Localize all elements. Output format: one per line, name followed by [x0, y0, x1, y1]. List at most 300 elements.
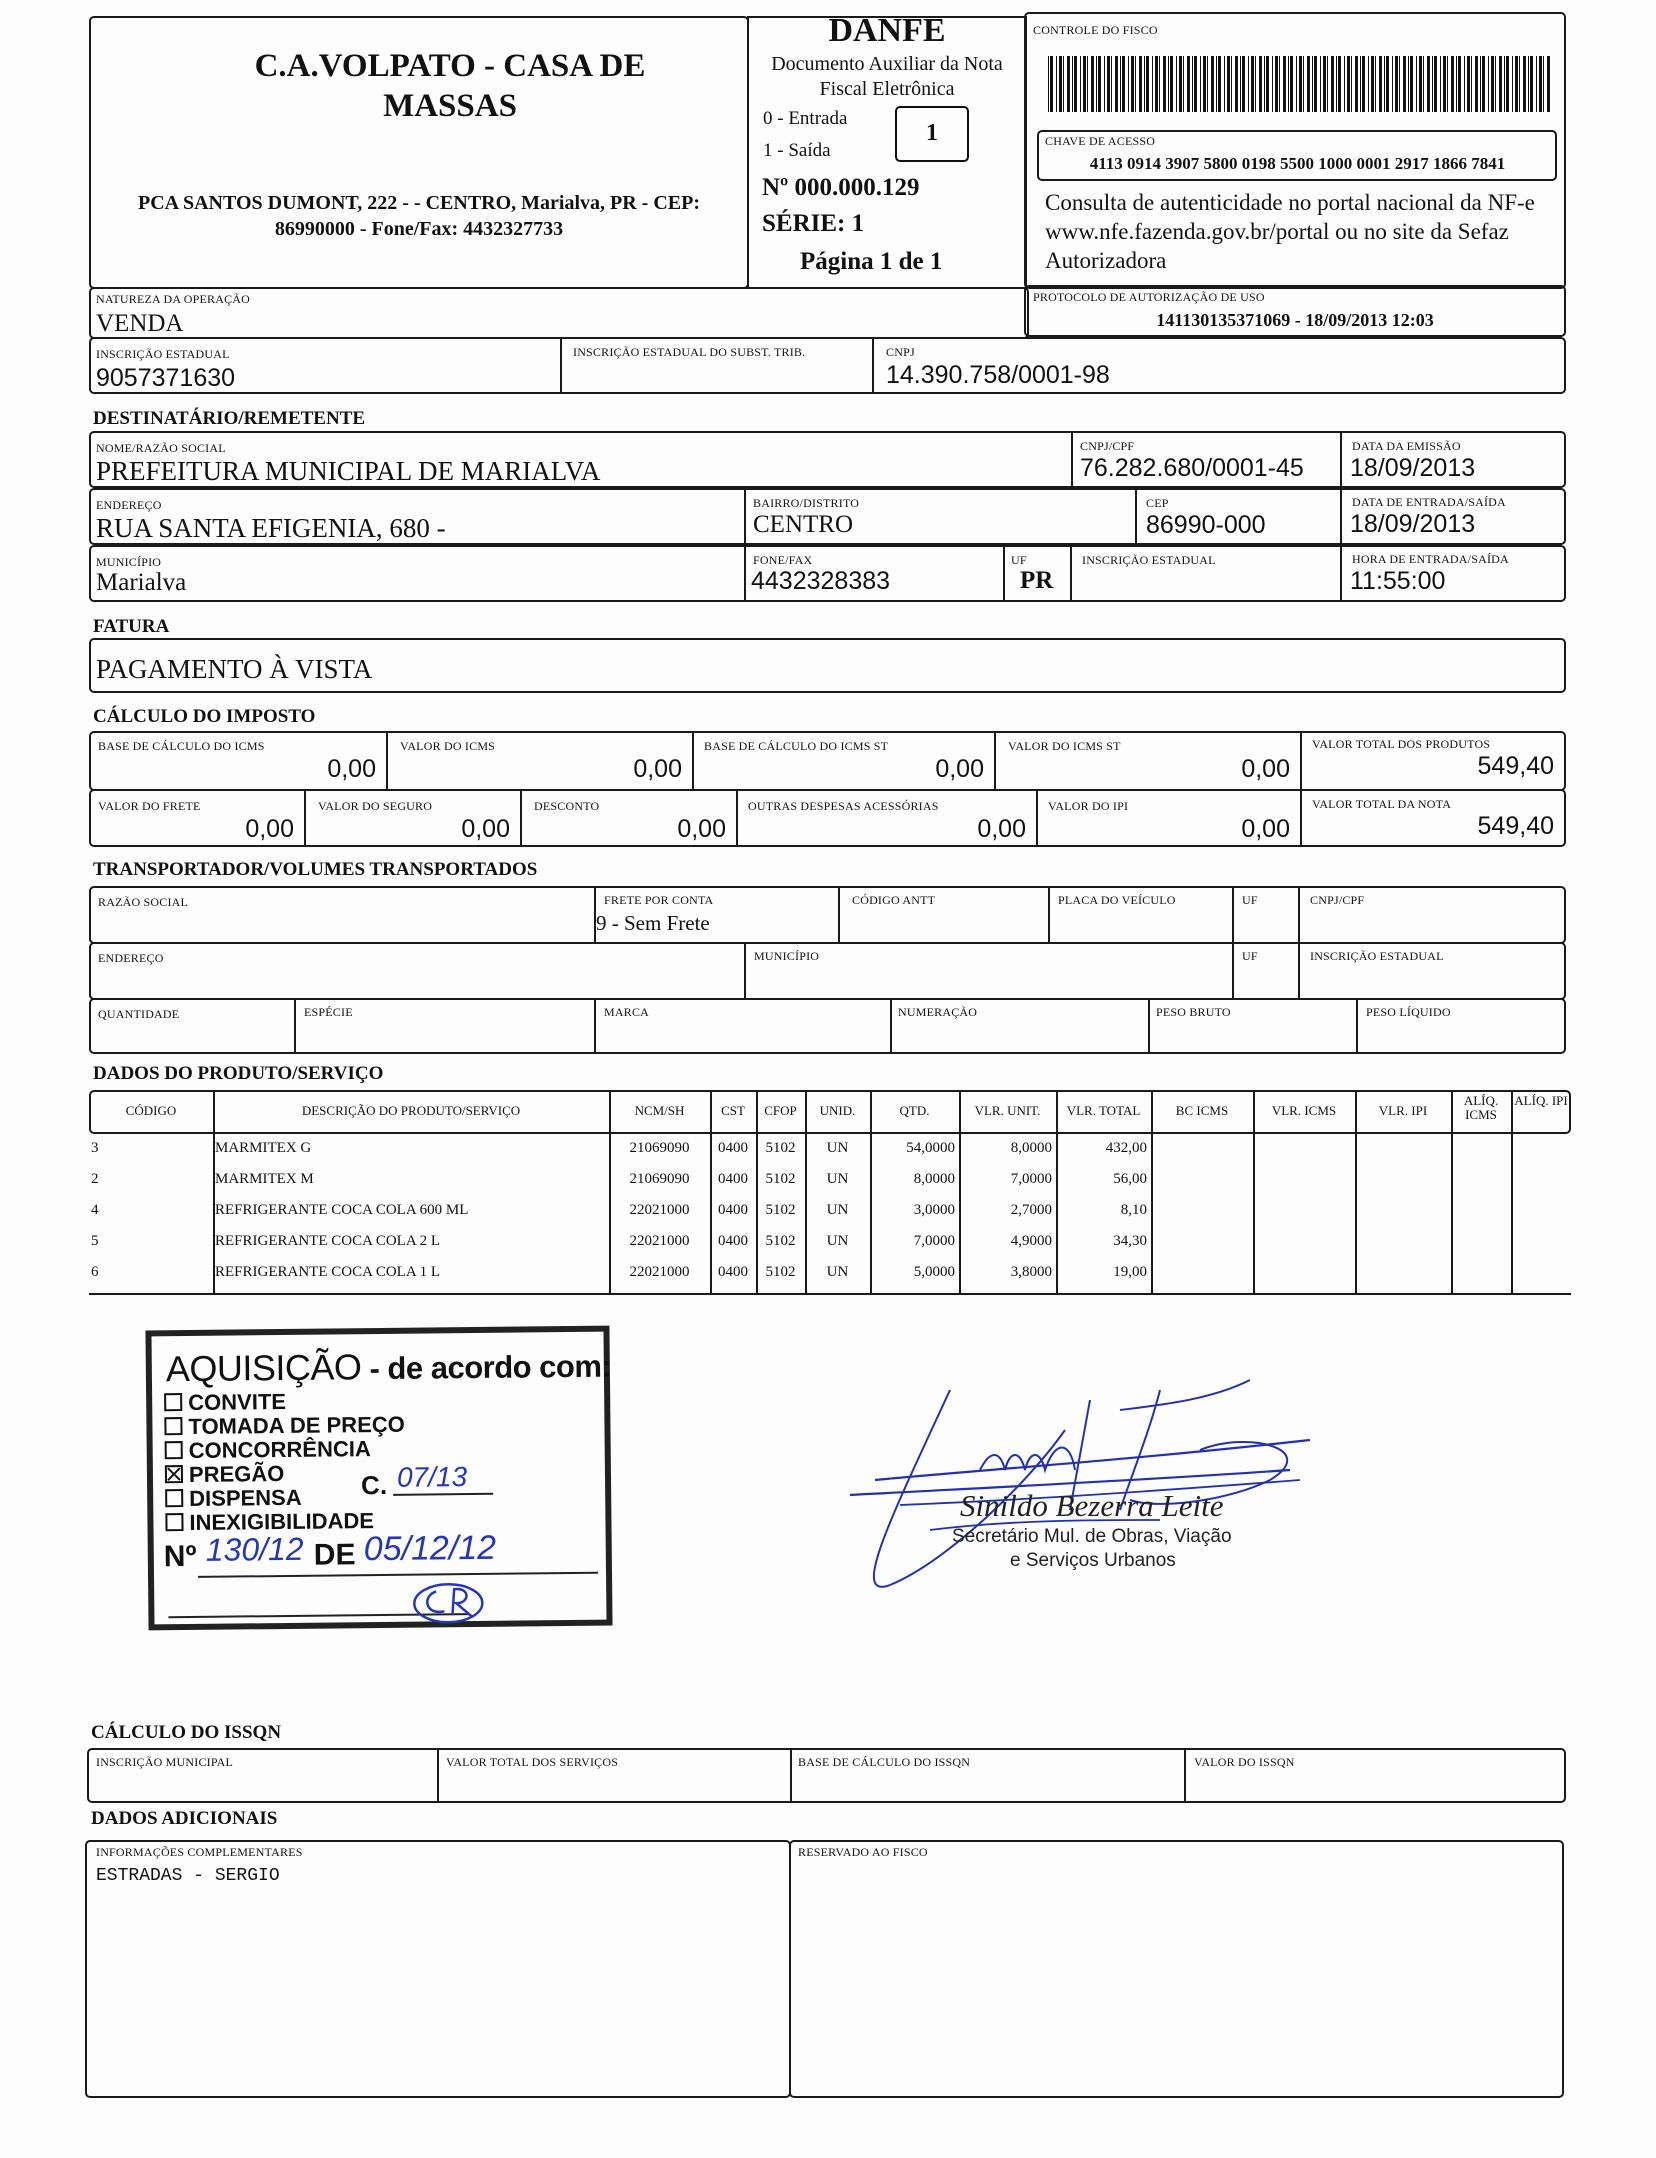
frete: 0,00 [245, 815, 294, 843]
products-table [89, 1090, 1571, 1295]
barcode-bar [1467, 56, 1470, 112]
barcode-bar [1056, 56, 1057, 112]
produtos-section: DADOS DO PRODUTO/SERVIÇO [93, 1063, 384, 1084]
product-cell: 0400 [718, 1202, 748, 1218]
barcode-bar [1251, 56, 1254, 112]
barcode-bar [1083, 56, 1086, 112]
barcode-bar [1163, 56, 1166, 112]
column-header: VLR. TOTAL [1066, 1103, 1141, 1118]
barcode-bar [1314, 56, 1317, 112]
ie-value: 9057371630 [96, 364, 236, 392]
stamp-n-value: 130/12 [205, 1530, 304, 1568]
stamp-item-label: CONCORRÊNCIA [188, 1436, 371, 1463]
transp-antt-label: CÓDIGO ANTT [852, 893, 936, 907]
barcode-bar [1355, 56, 1358, 112]
barcode-bar [1131, 56, 1134, 112]
stamp-checkbox [165, 1465, 183, 1483]
barcode-bar [1320, 56, 1321, 112]
product-cell: 5102 [765, 1140, 796, 1156]
product-cell: REFRIGERANTE COCA COLA 2 L [215, 1233, 441, 1249]
transp-razao-label: RAZÃO SOCIAL [98, 895, 189, 909]
danfe-serie: SÉRIE: 1 [762, 210, 865, 237]
cnpj-label: CNPJ [886, 345, 915, 359]
seguro-label: VALOR DO SEGURO [318, 799, 433, 813]
barcode-bar [1351, 56, 1352, 112]
column-header: CFOP [764, 1103, 797, 1118]
barcode-bar [1272, 56, 1273, 112]
product-cell: 21069090 [629, 1171, 690, 1187]
valor-icms: 0,00 [633, 755, 682, 783]
divider [744, 547, 746, 602]
barcode-bar [1386, 56, 1389, 112]
natureza-label: NATUREZA DA OPERAÇÃO [96, 292, 251, 306]
product-cell: 7,0000 [1010, 1171, 1052, 1187]
divider [1048, 888, 1050, 944]
column-header: UNID. [819, 1103, 856, 1118]
signature-role2: e Serviços Urbanos [1010, 1550, 1176, 1571]
barcode-bar [1139, 56, 1142, 112]
divider [1356, 1000, 1358, 1054]
reservado-box [789, 1840, 1564, 2098]
barcode-bar [1235, 56, 1238, 112]
barcode-bar [1170, 56, 1173, 112]
product-cell: 8,10 [1120, 1202, 1147, 1218]
barcode-bar [1098, 56, 1101, 112]
barcode-bar [1312, 56, 1313, 112]
transp-qtd-label: QUANTIDADE [98, 1007, 180, 1021]
barcode [1048, 56, 1553, 112]
barcode-bar [1231, 56, 1232, 112]
dest-bairro: CENTRO [753, 511, 853, 538]
dest-endereco-label: ENDEREÇO [96, 498, 162, 512]
column-header: VLR. ICMS [1271, 1103, 1337, 1118]
barcode-bar [1194, 56, 1197, 112]
barcode-bar [1299, 56, 1302, 112]
barcode-bar [1344, 56, 1345, 112]
danfe-numero: Nº 000.000.129 [762, 174, 920, 201]
product-cell: 2,7000 [1010, 1202, 1052, 1218]
barcode-bar [1451, 56, 1454, 112]
barcode-bar [1456, 56, 1457, 112]
barcode-bar [1443, 56, 1446, 112]
barcode-bar [1159, 56, 1160, 112]
barcode-bar [1539, 56, 1542, 112]
divider [1340, 490, 1342, 545]
barcode-bar [1368, 56, 1369, 112]
barcode-bar [1410, 56, 1413, 112]
stamp-title [166, 1344, 612, 1391]
dest-emissao-label: DATA DA EMISSÃO [1352, 439, 1461, 453]
barcode-bar [1050, 56, 1053, 112]
ie-row-box [89, 337, 1566, 394]
barcode-bar [1375, 56, 1376, 112]
transp-frete-label: FRETE POR CONTA [604, 893, 714, 907]
barcode-bar [1063, 56, 1064, 112]
product-cell: 19,00 [1113, 1264, 1147, 1280]
barcode-bar [1528, 56, 1529, 112]
barcode-bar [1416, 56, 1417, 112]
barcode-bar [1491, 56, 1494, 112]
desconto-label: DESCONTO [534, 799, 600, 813]
fatura-text: PAGAMENTO À VISTA [96, 654, 373, 684]
issuer-name: C.A.VOLPATO - CASA DE MASSAS [254, 48, 646, 124]
stamp-title-b: - de acordo com: [361, 1348, 612, 1387]
barcode-bar [1074, 56, 1077, 112]
barcode-bar [1440, 56, 1441, 112]
reservado-label: RESERVADO AO FISCO [798, 1845, 928, 1859]
barcode-bar [1331, 56, 1334, 112]
dest-uf: PR [1020, 567, 1054, 594]
barcode-bar [1179, 56, 1182, 112]
issqn-total-label: VALOR TOTAL DOS SERVIÇOS [446, 1755, 619, 1769]
stamp-c-label: C. [360, 1469, 388, 1501]
barcode-bar [1187, 56, 1190, 112]
barcode-bar [1536, 56, 1537, 112]
column-header: ALÍQ. IPI [1514, 1093, 1568, 1108]
stamp-item-label: TOMADA DE PREÇO [188, 1411, 405, 1439]
dest-bairro-label: BAIRRO/DISTRITO [753, 496, 860, 510]
product-cell: MARMITEX G [215, 1140, 312, 1156]
barcode-bar [1290, 56, 1293, 112]
barcode-bar [1080, 56, 1081, 112]
barcode-bar [1067, 56, 1070, 112]
dest-hora-label: HORA DE ENTRADA/SAÍDA [1352, 552, 1509, 566]
product-cell: 8,0000 [913, 1171, 955, 1187]
barcode-bar [1283, 56, 1286, 112]
dest-ie-label: INSCRIÇÃO ESTADUAL [1082, 553, 1216, 567]
divider [386, 733, 388, 791]
divider [437, 1750, 439, 1803]
barcode-bar [1146, 56, 1149, 112]
barcode-bar [1176, 56, 1177, 112]
barcode-bar [1423, 56, 1424, 112]
product-cell: 0400 [718, 1140, 748, 1156]
barcode-bar [1432, 56, 1433, 112]
product-cell: REFRIGERANTE COCA COLA 1 L [215, 1264, 441, 1280]
base-st: 0,00 [935, 755, 984, 783]
column-header: BC ICMS [1175, 1103, 1229, 1118]
product-cell: UN [826, 1202, 849, 1218]
divider [1003, 547, 1005, 602]
divider [744, 490, 746, 545]
barcode-bar [1200, 56, 1201, 112]
transp-municipio-label: MUNICÍPIO [754, 949, 820, 963]
valor-st: 0,00 [1241, 755, 1290, 783]
product-cell: 0400 [718, 1264, 748, 1280]
valor-st-label: VALOR DO ICMS ST [1008, 739, 1121, 753]
stamp-title-a: AQUISIÇÃO [165, 1346, 362, 1390]
barcode-bar [1115, 56, 1118, 112]
barcode-bar [1519, 56, 1520, 112]
column-header: DESCRIÇÃO DO PRODUTO/SERVIÇO [301, 1103, 521, 1118]
stamp-n-line [198, 1572, 598, 1578]
barcode-bar [1059, 56, 1062, 112]
barcode-bar [1207, 56, 1208, 112]
table-bottom-line [89, 1293, 1571, 1295]
divider [294, 1000, 296, 1054]
divider [520, 791, 522, 847]
transp-uf-label: UF [1242, 893, 1258, 907]
dest-cnpj-label: CNPJ/CPF [1080, 439, 1135, 453]
barcode-bar [1384, 56, 1385, 112]
divider [1300, 791, 1302, 847]
barcode-bar [1458, 56, 1461, 112]
barcode-bar [1104, 56, 1105, 112]
barcode-bar [1495, 56, 1496, 112]
divider [1070, 547, 1072, 602]
barcode-bar [1506, 56, 1509, 112]
barcode-bar [1427, 56, 1430, 112]
product-cell: 22021000 [629, 1202, 690, 1218]
info-text: ESTRADAS - SERGIO [96, 1866, 280, 1886]
barcode-bar [1264, 56, 1265, 112]
natureza-value: VENDA [96, 310, 184, 337]
product-cell: 34,30 [1113, 1233, 1147, 1249]
dest-fone-label: FONE/FAX [753, 553, 813, 567]
barcode-bar [1504, 56, 1505, 112]
danfe-title: DANFE [828, 12, 946, 49]
product-cell: 5 [91, 1233, 99, 1249]
ie-st-label: INSCRIÇÃO ESTADUAL DO SUBST. TRIB. [573, 345, 806, 359]
stamp-checkbox [165, 1441, 183, 1459]
barcode-bar [1296, 56, 1297, 112]
product-cell: 2 [91, 1171, 99, 1187]
consulta-text: Consulta de autenticidade no portal nacional da NF-e www.nfe.fazenda.gov.br/portal ou no site da Sefaz Autorizadora [1045, 190, 1535, 273]
stamp-item-label: PREGÃO [188, 1460, 285, 1487]
divider [1298, 888, 1300, 944]
divider [1298, 944, 1300, 1000]
outras-label: OUTRAS DESPESAS ACESSÓRIAS [748, 799, 939, 813]
desconto: 0,00 [677, 815, 726, 843]
divider [890, 1000, 892, 1054]
barcode-bar [1087, 56, 1088, 112]
product-cell: UN [826, 1140, 849, 1156]
barcode-bar [1224, 56, 1225, 112]
danfe-entrada: 0 - Entrada [763, 108, 848, 129]
transp-ie-label: INSCRIÇÃO ESTADUAL [1310, 949, 1444, 963]
barcode-bar [1128, 56, 1129, 112]
issqn-valor-label: VALOR DO ISSQN [1194, 1755, 1295, 1769]
barcode-bar [1512, 56, 1513, 112]
dest-municipio: Marialva [96, 569, 187, 596]
product-cell: 5102 [765, 1233, 796, 1249]
barcode-bar [1434, 56, 1437, 112]
barcode-bar [1211, 56, 1214, 112]
destinatario-section: DESTINATÁRIO/REMETENTE [93, 408, 366, 429]
stamp-item-label: CONVITE [188, 1388, 287, 1415]
column-divider [1253, 1090, 1255, 1295]
column-divider [1355, 1090, 1357, 1295]
barcode-bar [1279, 56, 1280, 112]
divider [838, 888, 840, 944]
barcode-bar [1338, 56, 1341, 112]
product-cell: 5102 [765, 1264, 796, 1280]
barcode-bar [1488, 56, 1489, 112]
initials-mark [400, 1581, 500, 1626]
issqn-base-label: BASE DE CÁLCULO DO ISSQN [798, 1755, 971, 1769]
column-header: NCM/SH [634, 1103, 685, 1118]
ipi: 0,00 [1241, 815, 1290, 843]
base-icms: 0,00 [327, 755, 376, 783]
transp-marca-label: MARCA [604, 1005, 650, 1019]
outras: 0,00 [977, 815, 1026, 843]
product-cell: REFRIGERANTE COCA COLA 600 ML [215, 1202, 469, 1218]
fisco-controle-label: CONTROLE DO FISCO [1033, 23, 1158, 37]
divider [744, 944, 746, 1000]
product-cell: 54,0000 [906, 1140, 955, 1156]
total-prod: 549,40 [1477, 752, 1554, 780]
transp-numeracao-label: NUMERAÇÃO [898, 1005, 978, 1019]
stamp-de-value: 05/12/12 [363, 1528, 497, 1569]
barcode-bar [1336, 56, 1337, 112]
chave-label: CHAVE DE ACESSO [1045, 134, 1156, 148]
stamp-n-label: Nº [163, 1539, 197, 1574]
divider [1036, 791, 1038, 847]
issqn-section: CÁLCULO DO ISSQN [91, 1722, 282, 1743]
product-cell: 5102 [765, 1171, 796, 1187]
barcode-bar [1255, 56, 1256, 112]
barcode-bar [1111, 56, 1112, 112]
divider [560, 339, 562, 394]
barcode-bar [1218, 56, 1221, 112]
transp-liquido-label: PESO LÍQUIDO [1366, 1005, 1451, 1019]
barcode-bar [1096, 56, 1097, 112]
divider [1300, 733, 1302, 791]
barcode-bar [1447, 56, 1448, 112]
frete-label: VALOR DO FRETE [98, 799, 201, 813]
check-x-icon [167, 1467, 181, 1481]
barcode-bar [1482, 56, 1485, 112]
barcode-bar [1499, 56, 1502, 112]
divider [994, 733, 996, 791]
transp-cnpj-label: CNPJ/CPF [1310, 893, 1365, 907]
divider [1340, 547, 1342, 602]
barcode-bar [1242, 56, 1245, 112]
barcode-bar [1227, 56, 1230, 112]
barcode-bar [1395, 56, 1398, 112]
dest-cep: 86990-000 [1146, 511, 1266, 539]
dest-endereco: RUA SANTA EFIGENIA, 680 - [96, 513, 446, 543]
barcode-bar [1347, 56, 1350, 112]
product-cell: 22021000 [629, 1264, 690, 1280]
product-cell: UN [826, 1171, 849, 1187]
total-nota-label: VALOR TOTAL DA NOTA [1312, 797, 1452, 811]
barcode-bar [1360, 56, 1361, 112]
transp-especie-label: ESPÉCIE [304, 1005, 353, 1019]
barcode-bar [1362, 56, 1365, 112]
danfe-tipo-box: 1 [895, 106, 969, 162]
divider [304, 791, 306, 847]
total-prod-label: VALOR TOTAL DOS PRODUTOS [1312, 737, 1491, 751]
divider [872, 339, 874, 394]
product-cell: 4 [91, 1202, 99, 1218]
barcode-bar [1379, 56, 1382, 112]
divider [1148, 1000, 1150, 1054]
column-header: QTD. [899, 1103, 930, 1118]
danfe-saida: 1 - Saída [763, 140, 831, 161]
stamp-c-value: 07/13 [396, 1461, 468, 1493]
barcode-bar [1216, 56, 1217, 112]
barcode-bar [1266, 56, 1269, 112]
divider [1071, 433, 1073, 488]
barcode-bar [1515, 56, 1518, 112]
product-cell: 8,0000 [1010, 1140, 1052, 1156]
barcode-bar [1135, 56, 1136, 112]
dest-entrada: 18/09/2013 [1350, 510, 1476, 538]
dest-uf-label: UF [1011, 553, 1027, 567]
divider [692, 733, 694, 791]
fatura-section: FATURA [93, 616, 170, 637]
signature-role1: Secretário Mul. de Obras, Viação [952, 1526, 1232, 1547]
valor-icms-label: VALOR DO ICMS [400, 739, 496, 753]
column-header: VLR. IPI [1378, 1103, 1428, 1118]
stamp-checkbox [165, 1489, 183, 1507]
product-cell: 0400 [718, 1233, 748, 1249]
ie-label: INSCRIÇÃO ESTADUAL [96, 347, 230, 361]
dest-fone: 4432328383 [751, 567, 891, 595]
info-label: INFORMAÇÕES COMPLEMENTARES [96, 1845, 303, 1859]
barcode-bar [1408, 56, 1409, 112]
product-cell: 56,00 [1113, 1171, 1147, 1187]
barcode-bar [1303, 56, 1304, 112]
dest-cnpj: 76.282.680/0001-45 [1080, 454, 1304, 482]
barcode-bar [1523, 56, 1526, 112]
divider [594, 1000, 596, 1054]
base-st-label: BASE DE CÁLCULO DO ICMS ST [704, 739, 889, 753]
product-cell: 22021000 [629, 1233, 690, 1249]
adicionais-section: DADOS ADICIONAIS [91, 1808, 278, 1829]
product-cell: 5102 [765, 1202, 796, 1218]
divider [1184, 1750, 1186, 1803]
barcode-bar [1072, 56, 1073, 112]
barcode-bar [1275, 56, 1278, 112]
barcode-bar [1288, 56, 1289, 112]
barcode-bar [1327, 56, 1328, 112]
transp-frete: 9 - Sem Frete [596, 911, 710, 935]
dest-municipio-label: MUNICÍPIO [96, 555, 162, 569]
transp-endereco-label: ENDEREÇO [98, 951, 164, 965]
barcode-bar [1192, 56, 1193, 112]
divider [1135, 490, 1137, 545]
product-cell: 432,00 [1105, 1140, 1147, 1156]
imposto-section: CÁLCULO DO IMPOSTO [93, 706, 316, 727]
barcode-bar [1048, 56, 1049, 112]
transp-uf2-label: UF [1242, 949, 1258, 963]
product-cell: UN [826, 1233, 849, 1249]
barcode-bar [1120, 56, 1121, 112]
divider [1340, 433, 1342, 488]
danfe-pagina: Página 1 de 1 [800, 248, 943, 275]
divider [1232, 888, 1234, 944]
total-nota: 549,40 [1477, 812, 1554, 840]
barcode-bar [1307, 56, 1310, 112]
transportador-section: TRANSPORTADOR/VOLUMES TRANSPORTADOS [93, 859, 538, 880]
stamp-item-label: DISPENSA [189, 1484, 302, 1511]
signature-name: Sinildo Bezerra Leite [960, 1488, 1224, 1523]
barcode-bar [1144, 56, 1145, 112]
stamp-de-label: DE [313, 1538, 356, 1572]
barcode-bar [1122, 56, 1125, 112]
product-cell: 21069090 [629, 1140, 690, 1156]
seguro: 0,00 [461, 815, 510, 843]
barcode-bar [1183, 56, 1184, 112]
barcode-bar [1392, 56, 1393, 112]
column-header: VLR. UNIT. [974, 1103, 1041, 1118]
barcode-bar [1530, 56, 1533, 112]
barcode-bar [1475, 56, 1478, 112]
barcode-bar [1419, 56, 1422, 112]
barcode-bar [1155, 56, 1158, 112]
